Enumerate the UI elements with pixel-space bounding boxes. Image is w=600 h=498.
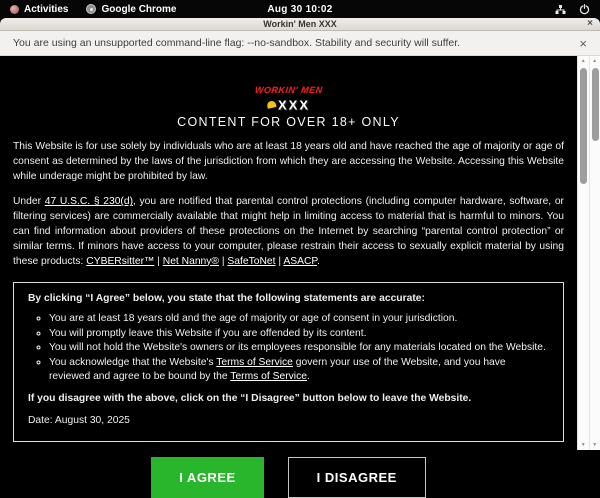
gnome-top-bar [0,0,600,18]
page-content [0,56,577,450]
scrollbar-rail [577,56,600,450]
hardhat-icon [266,100,276,109]
age-statement-paragraph [13,140,564,184]
activities-button[interactable] [10,4,68,15]
site-logo [13,80,564,106]
i-agree-button[interactable]: I AGREE [151,457,263,498]
outer-scrollbar[interactable] [589,56,600,450]
i-disagree-button[interactable]: I DISAGREE [288,457,426,498]
agreement-box [13,282,564,442]
para2-prefix: Under [13,196,45,207]
para2-sep2: | [219,256,227,267]
outer-scrollbar-thumb[interactable] [592,68,599,141]
parental-controls-paragraph [13,195,564,269]
bullet4-mid: govern your use of the Website, and you have reviewed and agree to be bound by the [49,357,506,383]
asacp-link[interactable]: ASACP [283,256,317,267]
para2-end: . [317,256,320,267]
window-close-icon[interactable]: × [587,18,593,31]
agreement-item-terms [49,356,549,385]
bullet4-pre: You acknowledge that the Website's [49,357,216,368]
site-logo-wordmark: WORKIN' MEN [254,85,323,95]
age-statement-text: This Website is for use solely by individuals who are at least 18 years old and have reached the age of majority or age of consent as determined by the laws of the jurisdiction from which they are accessing the Website. Accessing this Website while underage might be prohibited by law. [13,141,564,182]
para2-mid: , you are notified that parental control protections (including computer hardware, software, or filtering services) are commercially available that might help in limiting access to material that is harmful to minors. You can find information about providers of these protections on the Internet by searching “parental control protection” or similar terms. If minors have access to your computer, please restrain their access to sexually explicit material by using these products: [13,196,564,266]
agreement-item: ◦ You are at least 18 years old and the age of majority or age of consent in your jurisdiction. [49,312,549,327]
cybersitter-link[interactable]: CYBERsitter™ [86,256,154,267]
terms-of-service-link[interactable]: Terms of Service [216,357,293,368]
safetonet-link[interactable]: SafeToNet [227,256,275,267]
network-icon[interactable] [555,4,566,15]
consent-buttons [13,457,564,498]
chrome-app-label: Google Chrome [101,4,176,15]
agreement-list [49,312,549,385]
bullet4-end: . [307,371,310,382]
scroll-up-icon[interactable]: ▲ [578,57,589,65]
para2-sep3: | [276,256,284,267]
scroll-down-icon[interactable]: ▼ [590,441,600,449]
agreement-intro: By clicking “I Agree” below, you state that the following statements are accurate: [28,292,549,306]
inner-scrollbar-thumb[interactable] [580,68,587,184]
scroll-up-icon[interactable]: ▲ [590,57,600,65]
agreement-item: ◦ You will not hold the Website's owners or its employees responsible for any materials located on the Website. [49,341,549,356]
inner-scrollbar[interactable] [577,56,589,450]
agreement-item: ◦ You will promptly leave this Website if you are offended by its content. [49,327,549,342]
page-title: CONTENT FOR OVER 18+ ONLY [13,115,564,129]
window-titlebar [0,18,600,31]
chrome-icon [86,4,96,14]
chrome-app-menu[interactable] [86,4,176,15]
clock-menu[interactable]: Aug 30 10:02 [267,4,332,15]
disagree-note: If you disagree with the above, click on the “I Disagree” button below to leave the Website. [28,392,549,406]
date-text: Date: August 30, 2025 [28,414,549,428]
distro-logo-icon [10,5,19,14]
activities-label: Activities [24,4,68,15]
para2-sep1: | [154,256,162,267]
terms-of-service-link[interactable]: Terms of Service [230,371,307,382]
infobar-close-icon[interactable]: × [579,37,587,50]
infobar-message: You are using an unsupported command-line flag: --no-sandbox. Stability and security will suffer. [13,37,460,49]
site-logo-xxx: XXX [278,97,310,112]
chrome-infobar [0,31,600,56]
netnanny-link[interactable]: Net Nanny® [163,256,219,267]
statute-link[interactable]: 47 U.S.C. § 230(d) [45,196,133,207]
power-icon[interactable] [579,4,590,15]
scroll-down-icon[interactable]: ▼ [578,441,589,449]
window-title: Workin' Men XXX [263,19,337,29]
